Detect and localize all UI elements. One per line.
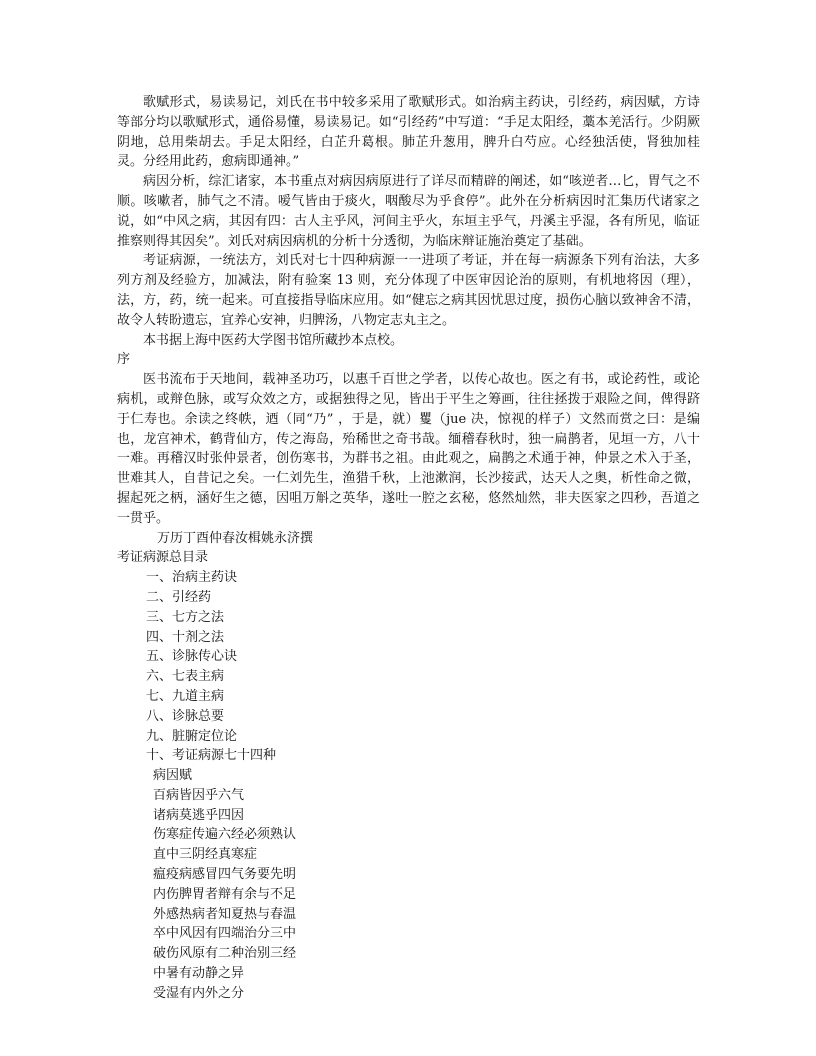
preface-signature: 万历丁酉仲春汝楫姚永济撰 — [157, 530, 314, 546]
toc-section: 五、诊脉传心诀 — [146, 649, 238, 665]
toc-section: 八、诊脉总要 — [146, 708, 225, 724]
toc-section: 二、引经药 — [146, 589, 212, 605]
toc-subitem: 百病皆因乎六气 — [153, 787, 245, 803]
toc-subitem: 受湿有内外之分 — [153, 985, 245, 1001]
toc-section: 十、考证病源七十四种 — [146, 748, 277, 764]
toc-sections — [117, 568, 700, 766]
paragraph-etiology-analysis: 病因分析，综汇诸家，本书重点对病因病原进行了详尽而精辟的阐述，如“咳逆者…匕，胃气之不顺。咳嗽者，肺气之不清。嗳气皆由于痰火，咽酸尽为乎食停”。此外在分析病因时汇集历代诸家之说，如“中风之病，其因有四：古人主乎风，河间主乎火，东垣主乎气，丹溪主乎湿，各有所见，临证推察则得其因矣”。刘氏对病因病机的分析十分透彻，为临床辩证施治奠定了基础。 — [117, 174, 700, 249]
toc-subitem: 外感热病者知夏热与春温 — [153, 906, 297, 922]
toc-subitem: 瘟疫病感冒四气务要先明 — [153, 867, 297, 883]
toc-subitem: 伤寒症传遍六经必须熟认 — [153, 827, 297, 843]
toc-section: 四、十剂之法 — [146, 629, 225, 645]
preface-heading: 序 — [117, 352, 131, 368]
toc-section: 一、治病主药诀 — [146, 570, 238, 586]
toc-subitems — [117, 766, 700, 1004]
toc-section: 九、脏腑定位论 — [146, 728, 238, 744]
toc-subitem: 直中三阴经真寒症 — [153, 847, 258, 863]
toc-subitem: 诸病莫逃乎四因 — [153, 807, 245, 823]
toc-heading: 考证病源总目录 — [117, 550, 209, 566]
toc-subitem: 内伤脾胃者辩有余与不足 — [153, 886, 297, 902]
toc-subitem: 中暑有动静之异 — [153, 966, 245, 982]
preface-text: 医书流布于天地间，载神圣功巧，以惠千百世之学者，以传心故也。医之有书，或论药性，或论病机，或辩色脉，或写众效之方，或据独得之见，皆出于平生之筹画，往往拯拨于艰险之间，俾得跻于仁寿也。余读之终帙，迺（同“乃” ，于是，就）矍（jue 决，惊视的样子）文然而赏之曰：是编也，龙宫神术，鹤背仙方，传之海岛，殆稀世之奇书哉。缅稽春秋时，独一扁鹊者，见垣一方，八十一难。再稽汉时张仲景者，创伤寒书，为群书之祖。由此观之，扁鹊之术通于神，仲景之术入于圣，世难其人，自昔记之矣。一仁刘先生，渔猎千秋，上池漱润，长沙接武，达天人之奥，析性命之微，握起死之柄，涵好生之德，因咀万斛之英华，遂吐一腔之玄秘，悠然灿然，非夫医家之四秒，吾道之一贯乎。 — [117, 372, 700, 526]
toc-section: 六、七表主病 — [146, 669, 225, 685]
paragraph-source-note: 本书据上海中医药大学图书馆所藏抄本点校。 — [143, 332, 404, 348]
toc-subitem: 病因赋 — [153, 768, 193, 784]
toc-subitem: 卒中风因有四端治分三中 — [153, 926, 297, 942]
toc-subitem: 破伤风原有二种治别三经 — [153, 946, 297, 962]
toc-section: 三、七方之法 — [146, 609, 225, 625]
toc-section: 七、九道主病 — [146, 688, 225, 704]
paragraph-disease-origin: 考证病源，一统法方，刘氏对七十四种病源一一进项了考证，并在每一病源条下列有治法，大多列方剂及经验方，加减法，附有验案 13 则，充分体现了中医审因论治的原则，有机地将因（理），法，方，药，统一起来。可直接指导临床应用。如“健忘之病其因忧思过度，损伤心脑以致神舍不清，故令人转盼遗忘，宜养心安神，归脾汤，八物定志丸主之。 — [117, 253, 700, 328]
paragraph-ballad-form: 歌赋形式，易读易记，刘氏在书中较多采用了歌赋形式。如治病主药诀，引经药，病因赋，方诗等部分均以歌赋形式，通俗易懂，易读易记。如“引经药”中写道：“手足太阳经，藁本羌活行。少阴厥阴地，总用柴胡去。手足太阳经，白芷升葛根。肺芷升葱用，脾升白芍应。心经独活使，肾独加桂灵。分经用此药，愈病即通神。” — [117, 95, 700, 170]
document-page — [117, 93, 700, 1004]
